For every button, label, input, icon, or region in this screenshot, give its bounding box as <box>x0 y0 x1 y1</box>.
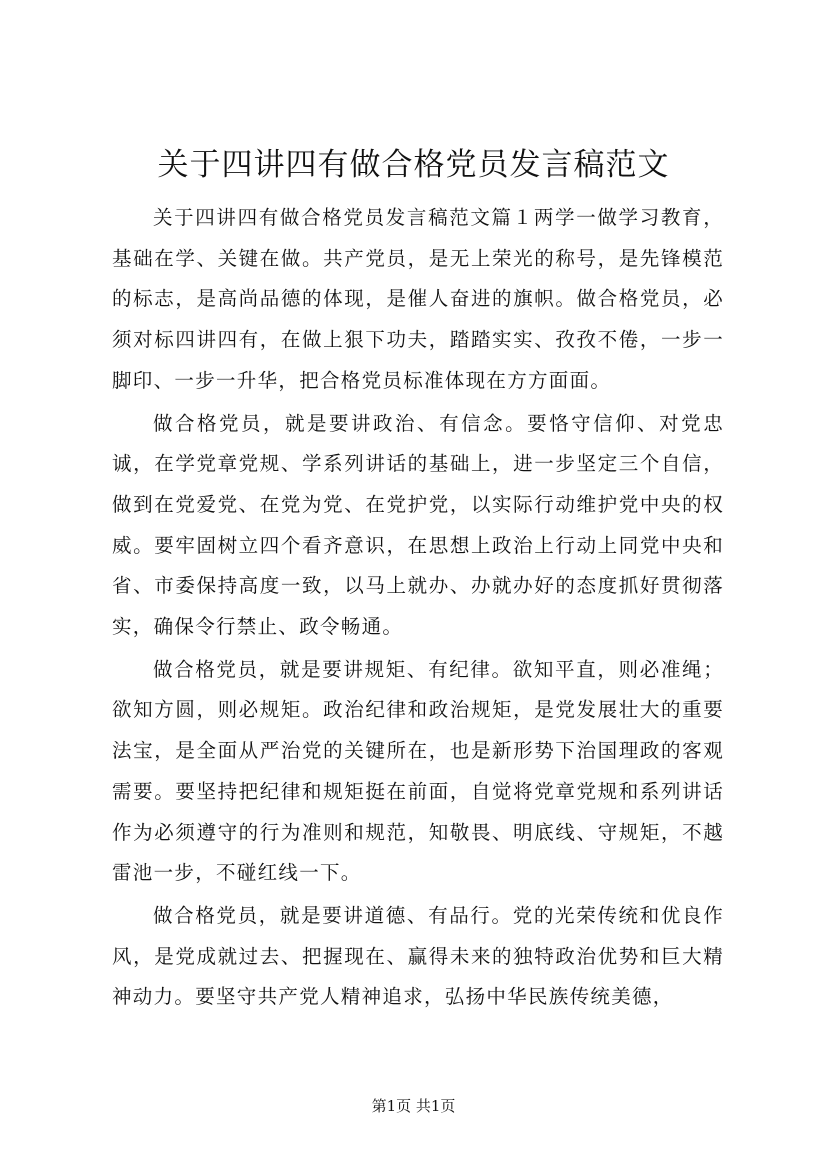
paragraph-2: 做合格党员，就是要讲政治、有信念。要恪守信仰、对党忠诚，在学党章党规、学系列讲话的基础上，进一步坚定三个自信，做到在党爱党、在党为党、在党护党，以实际行动维护党中央的权威。要牢固树立四个看齐意识，在思想上政治上行动上同党中央和省、市委保持高度一致，以马上就办、办就办好的态度抓好贯彻落实，确保令行禁止、政令畅通。 <box>112 411 724 639</box>
document-body <box>112 198 724 1020</box>
document-title: 关于四讲四有做合格党员发言稿范文 <box>157 147 670 183</box>
page-footer: 第1页 共1页 <box>371 1097 456 1115</box>
paragraph-1: 关于四讲四有做合格党员发言稿范文篇１两学一做学习教育，基础在学、关键在做。共产党员，是无上荣光的称号，是先锋模范的标志，是高尚品德的体现，是催人奋进的旗帜。做合格党员，必须对标四讲四有，在做上狠下功夫，踏踏实实、孜孜不倦，一步一脚印、一步一升华，把合格党员标准体现在方方面面。 <box>112 206 724 392</box>
paragraph-3: 做合格党员，就是要讲规矩、有纪律。欲知平直，则必准绳；欲知方圆，则必规矩。政治纪律和政治规矩，是党发展壮大的重要法宝，是全面从严治党的关键所在，也是新形势下治国理政的客观需要。要坚持把纪律和规矩挺在前面，自觉将党章党规和系列讲话作为必须遵守的行为准则和规范，知敬畏、明底线、守规矩，不越雷池一步，不碰红线一下。 <box>112 657 724 885</box>
paragraph-4: 做合格党员，就是要讲道德、有品行。党的光荣传统和优良作风，是党成就过去、把握现在、赢得未来的独特政治优势和巨大精神动力。要坚守共产党人精神追求，弘扬中华民族传统美德， <box>112 903 724 1009</box>
